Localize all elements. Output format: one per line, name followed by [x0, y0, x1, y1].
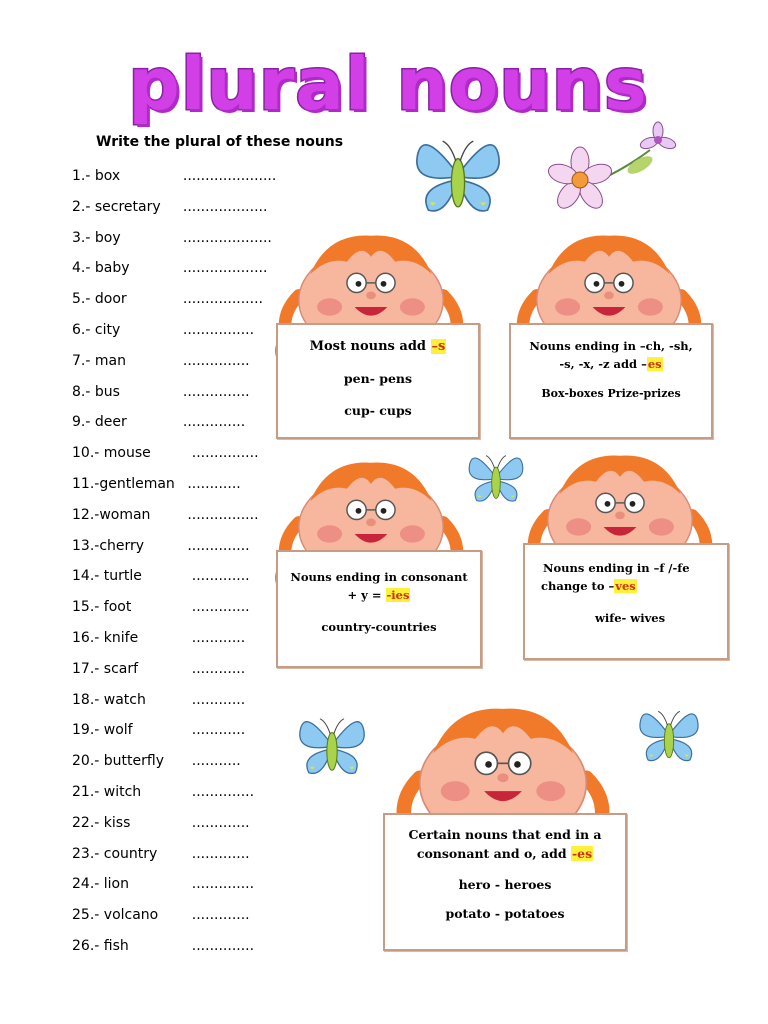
list-item: 26.- fish ..............: [72, 937, 255, 954]
answer-blank[interactable]: ..............: [191, 783, 255, 800]
answer-blank[interactable]: ............: [191, 629, 246, 646]
butterfly-icon: [296, 702, 368, 787]
example-text: pen- pens: [343, 371, 413, 386]
suffix-highlight: es: [647, 357, 662, 371]
rule-card-ies: Nouns ending in consonant + y = -ies country-countries: [276, 550, 482, 668]
example-text: country-countries: [321, 620, 437, 634]
flower-icon: [540, 120, 685, 218]
answer-blank[interactable]: ..............: [187, 537, 250, 554]
list-item: 8.- bus ...............: [72, 383, 250, 400]
butterfly-icon: [623, 702, 715, 767]
answer-blank[interactable]: .............: [191, 845, 250, 862]
answer-blank[interactable]: ..............: [191, 937, 255, 954]
answer-blank[interactable]: ............: [191, 691, 246, 708]
answer-blank[interactable]: ..................: [182, 291, 263, 308]
answer-blank[interactable]: .............: [191, 907, 250, 924]
answer-blank[interactable]: ...............: [182, 383, 250, 400]
list-item: 4.- baby ...................: [72, 260, 268, 277]
list-item: 23.- country .............: [72, 845, 250, 862]
list-item: 9.- deer ..............: [72, 414, 246, 431]
list-item: 1.- box .....................: [72, 168, 277, 184]
answer-blank[interactable]: .....................: [182, 168, 277, 184]
list-item: 3.- boy ....................: [72, 229, 272, 246]
rule-card-ves: Nouns ending in –f /-fe change to –ves wife- wives: [523, 543, 729, 660]
list-item: 12.-woman ................: [72, 506, 259, 523]
list-item: 20.- butterfly ...........: [72, 753, 241, 770]
list-item: 5.- door ..................: [72, 291, 263, 308]
answer-blank[interactable]: ............: [191, 722, 246, 739]
instruction-text: Write the plural of these nouns: [96, 134, 344, 150]
list-item: 24.- lion ..............: [72, 876, 255, 893]
list-item: 18.- watch ............: [72, 691, 246, 708]
answer-blank[interactable]: ...............: [191, 445, 259, 462]
answer-blank[interactable]: ................: [187, 506, 259, 523]
page-title: plural nouns: [128, 42, 648, 126]
list-item: 21.- witch ..............: [72, 783, 255, 800]
rule-card-s: Most nouns add –s pen- pens cup- cups: [276, 323, 480, 439]
list-item: 2.- secretary ...................: [72, 198, 268, 215]
example-text: wife- wives: [595, 611, 666, 625]
butterfly-icon: [398, 128, 518, 220]
answer-blank[interactable]: ...................: [182, 260, 268, 277]
answer-blank[interactable]: ....................: [182, 229, 272, 246]
list-item: 15.- foot .............: [72, 599, 250, 616]
answer-blank[interactable]: ...................: [182, 198, 268, 215]
noun-list: [72, 165, 276, 966]
answer-blank[interactable]: ............: [187, 475, 241, 492]
suffix-highlight: ves: [615, 579, 636, 593]
suffix-highlight: –s: [431, 339, 446, 354]
answer-blank[interactable]: ................: [182, 321, 255, 338]
rule-card-o-es: Certain nouns that end in a consonant and o, add -es hero - heroes potato - potatoes: [383, 813, 627, 951]
suffix-highlight: -ies: [386, 588, 410, 602]
example-text: hero - heroes: [458, 877, 552, 892]
example-text: cup- cups: [344, 403, 412, 418]
list-item: 6.- city ................: [72, 321, 255, 338]
list-item: 14.- turtle .............: [72, 568, 250, 585]
list-item: 22.- kiss .............: [72, 814, 250, 831]
list-item: 7.- man ...............: [72, 352, 250, 369]
list-item: 25.- volcano .............: [72, 907, 250, 924]
example-text: Box-boxes Prize-prizes: [541, 387, 681, 400]
answer-blank[interactable]: ...........: [191, 753, 241, 770]
list-item: 13.-cherry ..............: [72, 537, 250, 554]
answer-blank[interactable]: ............: [191, 660, 246, 677]
suffix-highlight: -es: [571, 846, 593, 861]
answer-blank[interactable]: ..............: [182, 414, 246, 431]
example-text: potato - potatoes: [445, 906, 565, 921]
answer-blank[interactable]: .............: [191, 599, 250, 616]
list-item: 19.- wolf ............: [72, 722, 246, 739]
list-item: 11.-gentleman ............: [72, 475, 241, 492]
answer-blank[interactable]: .............: [191, 814, 250, 831]
answer-blank[interactable]: ..............: [191, 876, 255, 893]
list-item: 16.- knife ............: [72, 629, 246, 646]
answer-blank[interactable]: ...............: [182, 352, 250, 369]
answer-blank[interactable]: .............: [191, 568, 250, 585]
list-item: 10.- mouse ...............: [72, 445, 259, 462]
rule-card-es: Nouns ending in –ch, -sh, -s, -x, -z add –es Box-boxes Prize-prizes: [509, 323, 713, 439]
list-item: 17.- scarf ............: [72, 660, 246, 677]
